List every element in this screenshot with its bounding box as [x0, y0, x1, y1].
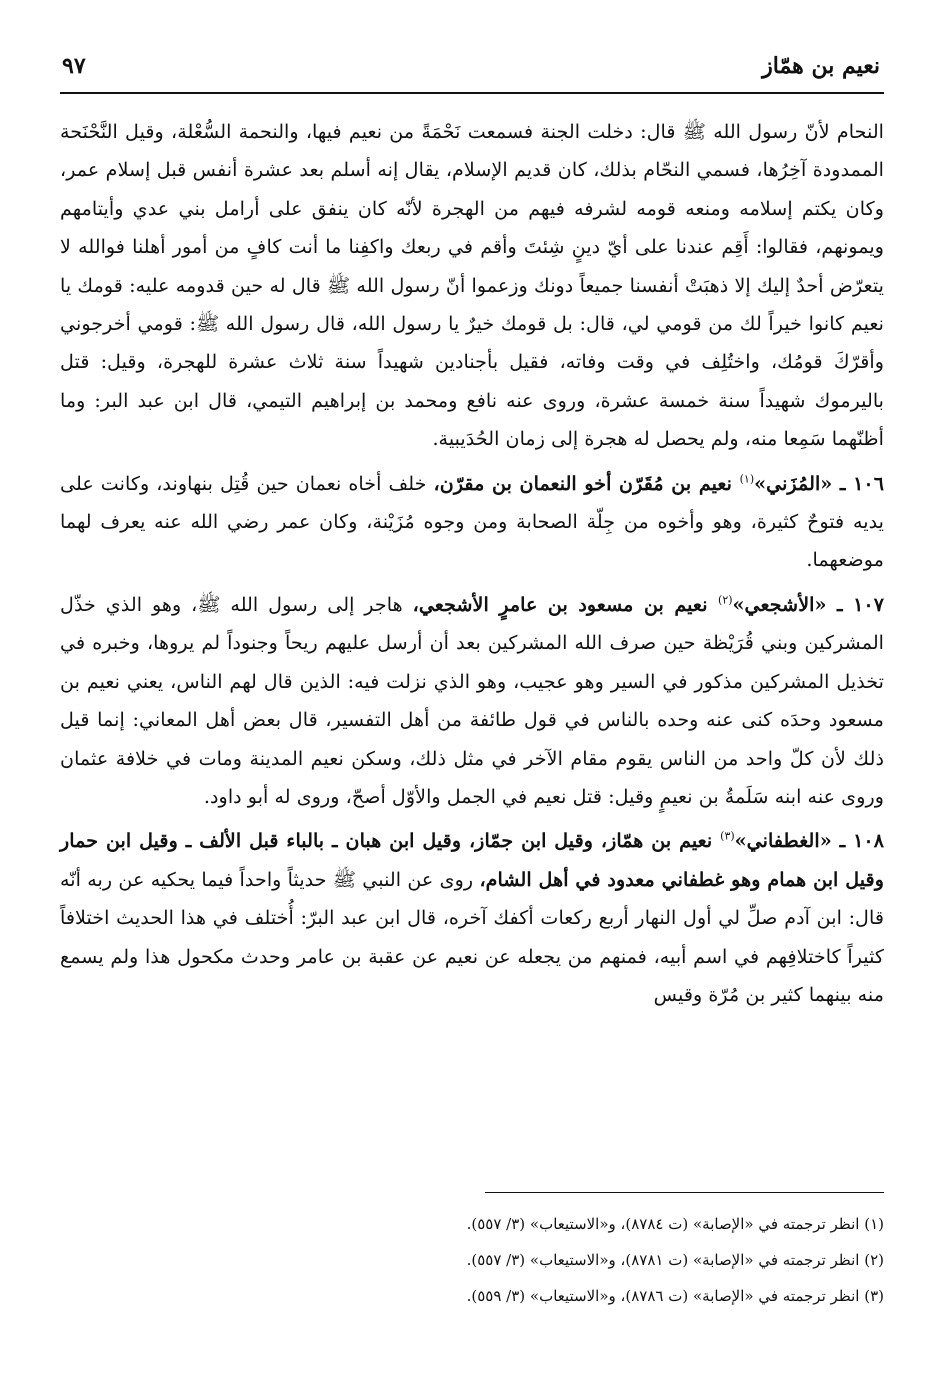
header-rule — [60, 92, 884, 94]
footnote-ref-2: (٢) — [718, 593, 733, 607]
entry-108-name: نعيم بن همّاز، وقيل ابن جمّاز، وقيل ابن هبان ـ بالباء قبل الألف ـ وقيل ابن حمار وقيل ابن همام وهو غطفاني معدود في أهل الشام، — [60, 829, 884, 891]
entry-106-text: خلف أخاه نعمان حين قُتِل بنهاوند، وكانت على يديه فتوحٌ كثيرة، وهو وأخوه من جِلّة الصحابة ومن وجوه مُزَيْنة، وكان عمر رضي الله عنه يعرف لهما موضعهما. — [60, 471, 884, 572]
running-title: نعيم بن همّاز — [762, 53, 880, 79]
footnotes — [60, 1206, 884, 1314]
entry-108-heading: ١٠٨ ـ «الغطفاني» — [734, 829, 884, 853]
footnote-1: (١) انظر ترجمته في «الإصابة» (ت ٨٧٨٤)، و«الاستيعاب» (٣/ ٥٥٧). — [466, 1215, 884, 1233]
entry-106-heading: ١٠٦ ـ «المُزَني» — [754, 471, 885, 495]
footnote-ref-3: (٣) — [720, 829, 735, 843]
paragraph-continuation: النحام لأنّ رسول الله ﷺ قال: دخلت الجنة فسمعت نَحْمَةً من نعيم فيها، والنحمة السُّعْلة، وقيل النَّحْنَحة الممدودة آخِرُها، فسمي النحّام بذلك، كان قديم الإسلام، يقال إنه أسلم بعد عشرة أنفس قبل إسلام عمر، وكان يكتم إسلامه ومنعه قومه لشرفه فيهم من الهجرة لأنّه كان ينفق على أرامل بني عدي وأيتامهم ويمونهم، فقالوا: أَقِم عندنا على أيّ دينٍ شِئتَ وأقم في ربعك واكفِنا ما أنت كافٍ من أمور أهلنا فوالله لا يتعرّض أحدٌ إليك إلا ذهبَتْ أنفسنا جميعاً دونك وزعموا أنّ رسول الله ﷺ قال له حين قدومه عليه: قومك يا نعيم كانوا خيراً لك من قومي لي، قال: بل قومك خيرٌ يا رسول الله، قال رسول الله ﷺ: قومي أخرجوني وأقرّكَ قومُك، واختُلِف في وقت وفاته، فقيل بأجنادين شهيداً سنة ثلاث عشرة للهجرة، وقيل: قتل باليرموك شهيداً سنة خمسة عشرة، وروى عنه نافع ومحمد بن إبراهيم التيمي، قال ابن عبد البر: وما أظنّهما سَمِعا منه، ولم يحصل له هجرة إلى زمان الحُدَيبية. — [60, 120, 884, 451]
page-number: ٩٧ — [62, 53, 86, 79]
entry-107 — [60, 586, 884, 816]
entry-108-text: روى عن النبي ﷺ حديثاً واحداً فيما يحكيه عن ربه أنّه قال: ابن آدم صلِّ لي أول النهار أربع ركعات أكفك آخره، قال ابن عبد البرّ: أُختلف في هذا الحديث اختلافاً كثيراً كاختلافِهم في اسم أبيه، فمنهم من يجعله عن نعيم عن عقبة بن عامر وحدث مكحول هذا ولم يسمع منه بينهما كثير بن مُرّة وقيس — [60, 867, 884, 1006]
entry-107-text: هاجر إلى رسول الله ﷺ، وهو الذي خذّل المشركين وبني قُرَيْظة حين صرف الله المشركين بعد أن أرسل عليهم ريحاً وجنوداً لم يروها، وخبره في تخذيل المشركين مذكور في السير وهو عجيب، وهو الذي نزلت فيه: الذين قال لهم الناس، يعني نعيم بن مسعود وحدَه كنى عنه وحده بالناس في قول طائفة من أهل التفسير، قال بعض أهل المعاني: إنما قيل ذلك لأن كلّ واحد من الناس يقوم مقام الآخر في مثل ذلك، وسكن نعيم المدينة ومات في خلافة عثمان وروى عنه ابنه سَلَمةُ بن نعيمٍ وقيل: قتل نعيم في الجمل والأوّل أصحّ، وروى له أبو داود. — [60, 592, 884, 808]
entry-106-name: نعيم بن مُقَرّن أخو النعمان بن مقرّن، — [433, 471, 740, 495]
footnote-ref-1: (١) — [739, 472, 755, 486]
entry-106 — [60, 465, 884, 580]
footnote-3: (٣) انظر ترجمته في «الإصابة» (ت ٨٧٨٦)، و«الاستيعاب» (٣/ ٥٥٩). — [466, 1287, 884, 1305]
footnote-2: (٢) انظر ترجمته في «الإصابة» (ت ٨٧٨١)، و«الاستيعاب» (٣/ ٥٥٧). — [466, 1251, 884, 1269]
main-text — [60, 113, 884, 1020]
page-header — [62, 46, 880, 86]
entry-108 — [60, 822, 884, 1014]
entry-107-name: نعيم بن مسعود بن عامرٍ الأشجعي، — [412, 592, 719, 616]
entry-107-heading: ١٠٧ ـ «الأشجعي» — [732, 592, 885, 616]
footnote-rule — [485, 1192, 884, 1193]
